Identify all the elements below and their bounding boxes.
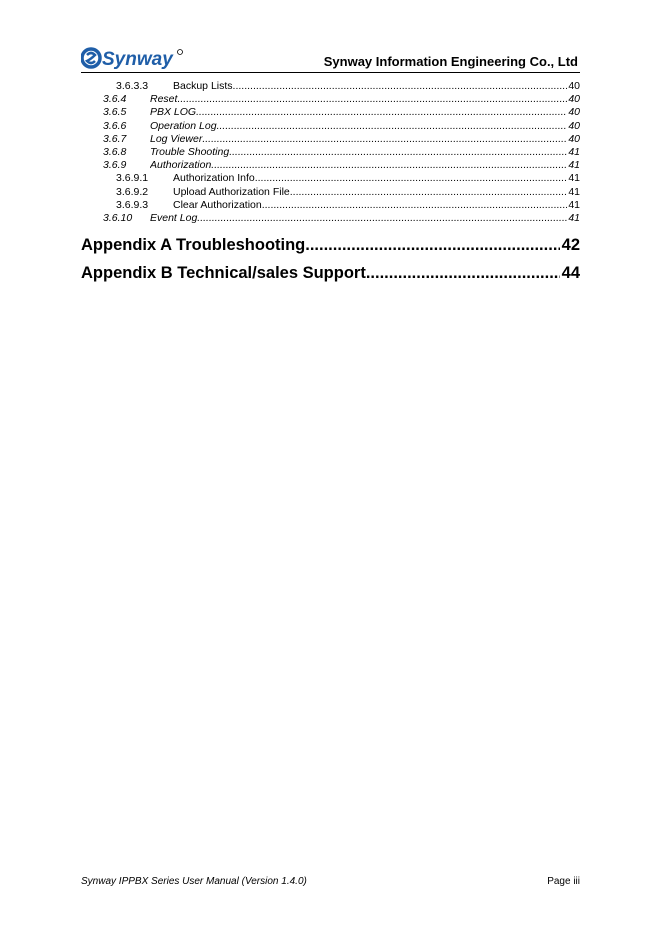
toc-entry[interactable] bbox=[81, 106, 580, 119]
toc-appendix-title: Appendix A Troubleshooting bbox=[81, 236, 306, 255]
toc-entry-page: 40 bbox=[568, 132, 580, 145]
page-number: Page iii bbox=[547, 876, 580, 887]
toc-entry-title: Trouble Shooting bbox=[150, 145, 230, 158]
manual-title: Synway IPPBX Series User Manual (Version 1.4.0) bbox=[81, 876, 307, 887]
toc-entry-title: PBX LOG bbox=[150, 106, 197, 119]
toc-entry[interactable] bbox=[81, 120, 580, 133]
toc-entry[interactable] bbox=[81, 159, 580, 172]
toc-entry-page: 41 bbox=[568, 145, 580, 158]
toc-entry[interactable] bbox=[81, 133, 580, 146]
svg-text:Synway: Synway bbox=[102, 49, 173, 70]
synway-logo bbox=[81, 46, 185, 70]
toc-entry-title: Reset bbox=[150, 93, 178, 106]
toc-entry[interactable] bbox=[81, 146, 580, 159]
toc-entry-number: 3.6.9.2 bbox=[116, 185, 149, 198]
toc-entry-number: 3.6.8 bbox=[103, 145, 127, 158]
toc-entry-page: 40 bbox=[568, 80, 580, 92]
toc-appendix-title: Appendix B Technical/sales Support bbox=[81, 264, 366, 283]
toc-entry-title: Backup Lists bbox=[173, 80, 233, 92]
toc-entry-title: Authorization bbox=[150, 159, 212, 172]
toc-entry-number: 3.6.9 bbox=[103, 159, 127, 172]
toc-entry-number: 3.6.9.1 bbox=[116, 172, 149, 185]
toc-appendix-page: 44 bbox=[561, 264, 580, 283]
toc-entry-page: 41 bbox=[568, 198, 580, 211]
toc-entry-number: 3.6.6 bbox=[103, 119, 127, 132]
toc-appendix-a[interactable] bbox=[81, 231, 580, 259]
toc-entry-number: 3.6.10 bbox=[103, 211, 133, 224]
toc-entry-page: 41 bbox=[568, 159, 580, 172]
toc-entry-title: Event Log bbox=[150, 211, 198, 224]
toc-entry-number: 3.6.9.3 bbox=[116, 198, 149, 211]
toc-entry-page: 40 bbox=[568, 119, 580, 132]
toc-entry-page: 40 bbox=[568, 93, 580, 106]
toc-entry-title: Authorization Info bbox=[173, 172, 255, 185]
toc-entry[interactable] bbox=[81, 199, 580, 212]
toc-entry-page: 41 bbox=[568, 185, 580, 198]
toc-appendix-page: 42 bbox=[561, 236, 580, 255]
toc-entry-title: Operation Log bbox=[150, 119, 217, 132]
toc-entry-page: 40 bbox=[568, 106, 580, 119]
toc-entry[interactable] bbox=[81, 172, 580, 185]
toc-entry[interactable] bbox=[81, 93, 580, 106]
toc-entry-number: 3.6.4 bbox=[103, 93, 127, 106]
toc-entry-number: 3.6.3.3 bbox=[116, 80, 149, 92]
toc-entry[interactable] bbox=[81, 186, 580, 199]
company-name: Synway Information Engineering Co., Ltd bbox=[323, 54, 578, 69]
toc-entry-number: 3.6.5 bbox=[103, 106, 127, 119]
toc-appendix-b[interactable] bbox=[81, 259, 580, 287]
toc-entry-number: 3.6.7 bbox=[103, 132, 127, 145]
toc-entry-page: 41 bbox=[568, 172, 580, 185]
toc-entry-page: 41 bbox=[568, 211, 580, 224]
toc-entry[interactable] bbox=[81, 80, 580, 93]
toc-entry[interactable] bbox=[81, 212, 580, 225]
table-of-contents bbox=[81, 80, 580, 287]
toc-entry-title: Clear Authorization bbox=[173, 198, 262, 211]
toc-entry-title: Log Viewer bbox=[150, 132, 203, 145]
toc-entry-title: Upload Authorization File bbox=[173, 185, 290, 198]
page-header bbox=[81, 44, 580, 73]
